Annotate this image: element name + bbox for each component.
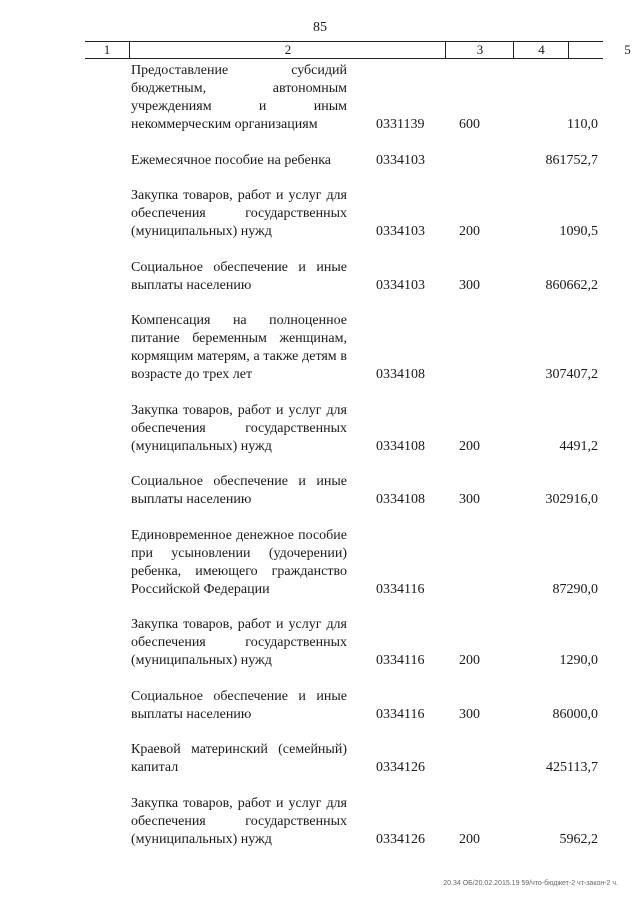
row-amount: 302916,0 (545, 492, 598, 507)
row-description: Краевой материнский (семейный) капитал (131, 742, 347, 775)
row-code: 0334116 (376, 653, 425, 668)
row-amount: 5962,2 (559, 831, 598, 847)
header-col-1: 1 (103, 42, 111, 57)
row-expense-type: 600 (459, 117, 480, 132)
row-expense-type: 200 (459, 653, 480, 668)
row-code: 0334108 (376, 367, 425, 382)
row-expense-type: 200 (459, 831, 480, 847)
table-row (0, 62, 640, 134)
row-description: Предоставление субсидий бюджетным, автономным учреждениям и иным некоммерческим организациям (131, 63, 347, 132)
row-code: 0334103 (376, 224, 425, 239)
table-row (0, 402, 640, 456)
row-expense-type: 300 (459, 492, 480, 507)
row-code: 0334126 (376, 760, 425, 775)
row-description: Закупка товаров, работ и услуг для обеспечения государственных (муниципальных) нужд (131, 188, 347, 239)
row-description: Социальное обеспечение и иные выплаты населению (131, 688, 347, 722)
table-body (0, 62, 640, 866)
row-amount: 110,0 (567, 117, 598, 132)
table-row (0, 688, 640, 724)
row-amount: 86000,0 (552, 706, 598, 722)
row-code: 0334103 (376, 277, 425, 293)
header-col-3: 3 (445, 42, 514, 58)
row-description: Ежемесячное пособие на ребенка (131, 152, 331, 168)
table-row (0, 187, 640, 241)
row-amount: 1290,0 (559, 653, 598, 668)
table-row (0, 259, 640, 295)
row-code: 0334103 (376, 152, 425, 168)
row-description: Социальное обеспечение и иные выплаты населению (131, 259, 347, 293)
table-row (0, 527, 640, 599)
row-code: 0334108 (376, 438, 425, 454)
row-amount: 1090,5 (559, 224, 598, 239)
row-amount: 4491,2 (559, 438, 598, 454)
row-amount: 425113,7 (546, 760, 598, 775)
row-code: 0334116 (376, 581, 425, 597)
row-amount: 307407,2 (545, 367, 598, 382)
row-description: Закупка товаров, работ и услуг для обеспечения государственных (муниципальных) нужд (131, 402, 347, 454)
row-expense-type: 300 (459, 706, 480, 722)
row-description: Социальное обеспечение и иные выплаты населению (131, 474, 347, 507)
table-row (0, 616, 640, 670)
row-amount: 87290,0 (552, 581, 598, 597)
page-number: 85 (313, 20, 327, 35)
row-code: 0331139 (376, 117, 425, 132)
row-description: Единовременное денежное пособие при усыновлении (удочерении) ребенка, имеющего гражданство Российской Федерации (131, 527, 347, 597)
row-code: 0334126 (376, 831, 425, 847)
table-row (0, 741, 640, 777)
row-description: Закупка товаров, работ и услуг для обеспечения государственных (муниципальных) нужд (131, 617, 347, 668)
table-row (0, 473, 640, 509)
row-code: 0334116 (376, 706, 425, 722)
header-col-4: 4 (513, 42, 569, 58)
row-description: Компенсация на полноценное питание беременным женщинам, кормящим матерям, а также детям в возрасте до трех лет (131, 313, 347, 382)
header-col-2: 2 (129, 42, 446, 58)
table-header (85, 41, 631, 59)
table-row (0, 152, 640, 170)
footer-stamp: 20.34 ОБ/20.02.2015.19 59/что-бюджет-2 чт-закон-2 ч. (443, 880, 618, 887)
table-row (0, 312, 640, 384)
table-row (0, 795, 640, 849)
row-expense-type: 200 (459, 224, 480, 239)
row-amount: 861752,7 (545, 152, 598, 168)
row-expense-type: 300 (459, 277, 480, 293)
row-amount: 860662,2 (545, 277, 598, 293)
header-col-5: 5 (568, 42, 640, 58)
row-code: 0334108 (376, 492, 425, 507)
row-description: Закупка товаров, работ и услуг для обеспечения государственных (муниципальных) нужд (131, 795, 347, 847)
row-expense-type: 200 (459, 438, 480, 454)
